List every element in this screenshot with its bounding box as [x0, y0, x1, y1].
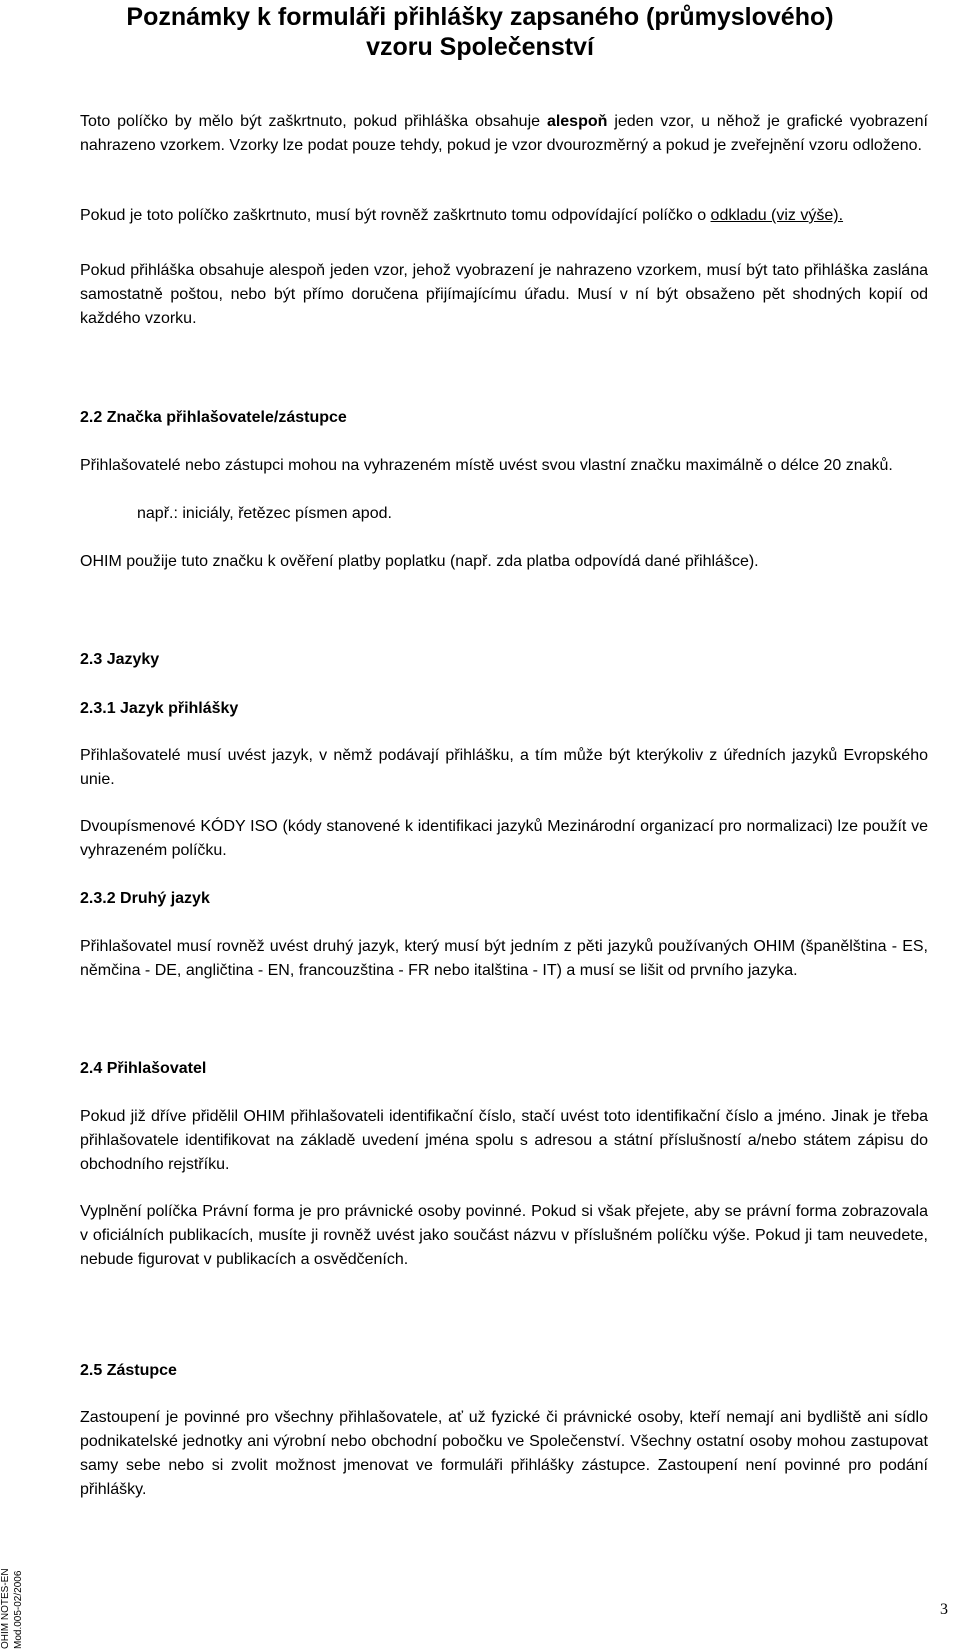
- heading-2-2: 2.2 Značka přihlašovatele/zástupce: [80, 409, 347, 426]
- title-line-1: Poznámky k formuláři přihlášky zapsaného (průmyslového): [126, 3, 834, 31]
- heading-2-4: 2.4 Přihlašovatel: [80, 1060, 207, 1077]
- paragraph-reference-usage: OHIM použije tuto značku k ověření platby poplatku (např. zda platba odpovídá dané přihlášce).: [80, 553, 759, 570]
- deferment-link[interactable]: odkladu (viz výše).: [710, 207, 844, 224]
- paragraph-iso-codes: Dvoupísmenové KÓDY ISO (kódy stanovené k identifikaci jazyků Mezinárodní organizací pro normalizaci) lze použít ve vyhrazeném políčku.: [80, 818, 928, 859]
- footer-form-name: OHIM NOTES-EN: [0, 1568, 11, 1649]
- footer-form-version: Mod.005-02/2006: [13, 1570, 24, 1649]
- paragraph-specimen-mailing: Pokud přihláška obsahuje alespoň jeden vzor, jehož vyobrazení je nahrazeno vzorkem, musí být tato přihláška zaslána samostatně poštou, nebo být přímo doručena přijímajícímu úřadu. Musí v ní být obsaženo pět shodných kopií od každého vzorku.: [80, 262, 928, 327]
- side-footer: [0, 1499, 27, 1649]
- paragraph-reference-example: např.: iniciály, řetězec písmen apod.: [137, 505, 392, 522]
- page-number: 3: [940, 1601, 948, 1618]
- paragraph-reference-length: Přihlašovatelé nebo zástupci mohou na vyhrazeném místě uvést svou vlastní značku maximálně o délce 20 znaků.: [80, 457, 893, 474]
- paragraph-sample-checkbox: Toto políčko by mělo být zaškrtnuto, pokud přihláška obsahuje alespoň jeden vzor, u něhož je grafické vyobrazení nahrazeno vzorkem. Vzorky lze podat pouze tehdy, pokud je vzor dvourozměrný a pokud je zveřejnění vzoru odloženo.: [80, 113, 928, 154]
- paragraph-deferment-note: Pokud je toto políčko zaškrtnuto, musí být rovněž zaškrtnuto tomu odpovídající políčko o odkladu (viz výše).: [80, 207, 844, 224]
- paragraph-representation: Zastoupení je povinné pro všechny přihlašovatele, ať už fyzické či právnické osoby, kteří nemají ani bydliště ani sídlo podnikatelské jednotky ani výrobní nebo obchodní pobočku ve Společenství. Všechny ostatní osoby mohou zastupovat samy sebe nebo si zvolit možnost jmenovat ve formuláři přihlášky zástupce. Zastoupení není povinné pro podání přihlášky.: [80, 1409, 928, 1498]
- title-line-2: vzoru Společenství: [366, 33, 594, 61]
- heading-2-3: 2.3 Jazyky: [80, 651, 160, 668]
- emphasis-alespon: alespoň: [546, 113, 608, 130]
- paragraph-legal-form: Vyplnění políčka Právní forma je pro právnické osoby povinné. Pokud si však přejete, aby se právní forma zobrazovala v oficiálních publikacích, musíte ji rovněž uvést jako součást názvu v příslušném políčku výše. Pokud ji tam neuvedete, nebude figurovat v publikacích a osvědčeních.: [80, 1203, 928, 1268]
- heading-2-3-1: 2.3.1 Jazyk přihlášky: [80, 700, 239, 717]
- paragraph-application-language: Přihlašovatelé musí uvést jazyk, v němž podávají přihlášku, a tím může být kterýkoliv z úředních jazyků Evropského unie.: [80, 747, 928, 788]
- heading-2-5: 2.5 Zástupce: [80, 1362, 177, 1379]
- paragraph-applicant-id: Pokud již dříve přidělil OHIM přihlašovateli identifikační číslo, stačí uvést toto identifikační číslo a jméno. Jinak je třeba přihlašovatele identifikovat na základě uvedení jména spolu s adresou a státní příslušností a/nebo státem zápisu do obchodního rejstříku.: [80, 1108, 928, 1173]
- heading-2-3-2: 2.3.2 Druhý jazyk: [80, 890, 210, 907]
- paragraph-second-language: Přihlašovatel musí rovněž uvést druhý jazyk, který musí být jedním z pěti jazyků používaných OHIM (španělština - ES, němčina - DE, angličtina - EN, francouzština - FR nebo italština - IT) a musí se lišit od prvního jazyka.: [80, 938, 928, 979]
